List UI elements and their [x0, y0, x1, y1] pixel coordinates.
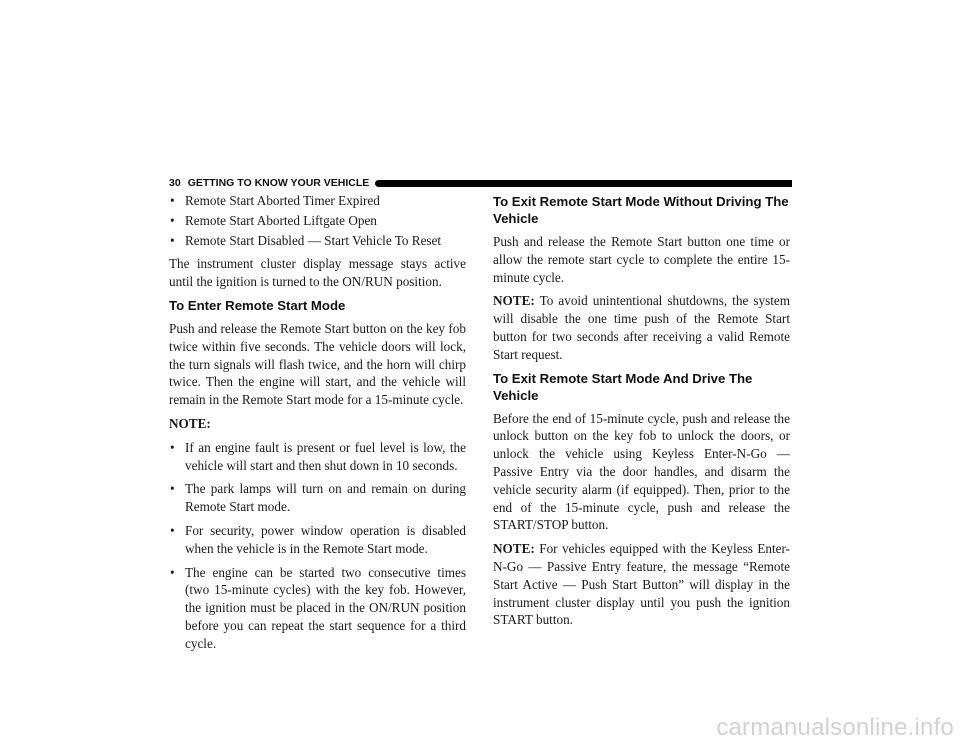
bullet-item: • Remote Start Aborted Liftgate Open — [169, 212, 466, 230]
heading-enter-remote-start: To Enter Remote Start Mode — [169, 297, 346, 313]
right-column — [493, 192, 790, 635]
bullet-item: • Remote Start Disabled — Start Vehicle To Reset — [169, 232, 466, 250]
paragraph: Push and release the Remote Start button on the key fob twice within five seconds. The vehicle doors will lock, the turn signals will flash twice, and the horn will chirp twice. Then the engine will start, and the vehicle will remain in the Remote Start mode for a 15-minute cycle. — [169, 320, 466, 408]
section-title: GETTING TO KNOW YOUR VEHICLE — [187, 177, 370, 189]
page-header — [169, 176, 792, 190]
page-number: 30 — [169, 177, 181, 189]
note-paragraph — [493, 540, 790, 629]
watermark: carmanualsonline.info — [716, 714, 954, 741]
bullet-item: • Remote Start Aborted Timer Expired — [169, 192, 466, 210]
note-text: To avoid unintentional shutdowns, the system will disable the one time push of the Remote Start button for two seconds after receiving a valid Remote Start request. — [493, 293, 790, 362]
note-bullet: • The park lamps will turn on and remain on during Remote Start mode. — [169, 480, 466, 516]
heading-exit-and-drive: To Exit Remote Start Mode And Drive The Vehicle — [493, 370, 753, 403]
heading-exit-without-driving: To Exit Remote Start Mode Without Driving The Vehicle — [493, 194, 789, 226]
paragraph: Before the end of 15-minute cycle, push and release the unlock button on the key fob to unlock the doors, or unlock the vehicle using Keyless Enter-N-Go — Passive Entry via the door handles, and disarm the vehicle security alarm (if equipped). Then, prior to the end of the 15-minute cycle, push and release the START/STOP button. — [493, 410, 790, 533]
left-column — [169, 192, 466, 659]
note-label: NOTE: — [493, 541, 535, 557]
paragraph: The instrument cluster display message stays active until the ignition is turned to the ON/RUN position. — [169, 256, 466, 290]
note-label: NOTE: — [169, 415, 211, 431]
paragraph: Push and release the Remote Start button one time or allow the remote start cycle to complete the entire 15-minute cycle. — [493, 234, 790, 285]
note-bullet: • The engine can be started two consecutive times (two 15-minute cycles) with the key fob. However, the ignition must be placed in the ON/RUN position before you can repeat the start sequence for a third cycle. — [169, 564, 466, 653]
note-bullet: • If an engine fault is present or fuel level is low, the vehicle will start and then shut down in 10 seconds. — [169, 439, 466, 475]
note-paragraph — [493, 292, 790, 363]
note-label: NOTE: — [493, 293, 535, 309]
header-rule — [375, 180, 792, 187]
note-text: For vehicles equipped with the Keyless Enter-N-Go — Passive Entry feature, the message “Remote Start Active — Push Start Button” will display in the instrument cluster display until you push the ignition START button. — [493, 541, 791, 628]
note-bullet: • For security, power window operation is disabled when the vehicle is in the Remote Start mode. — [169, 522, 466, 558]
